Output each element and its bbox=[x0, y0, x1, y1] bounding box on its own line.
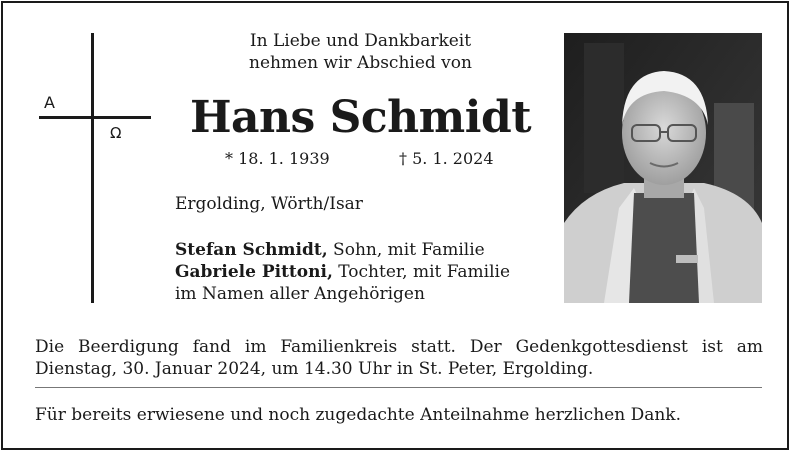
intro-line-1: In Liebe und Dankbarkeit bbox=[249, 31, 472, 51]
residence-place: Ergolding, Wörth/Isar bbox=[175, 194, 363, 214]
omega-symbol: Ω bbox=[110, 124, 122, 142]
birth-date: * 18. 1. 1939 bbox=[225, 149, 330, 168]
cross-horizontal-bar bbox=[39, 116, 151, 119]
relatives-line: im Namen aller Angehörigen bbox=[175, 284, 425, 304]
mourner-relation: Sohn, mit Familie bbox=[327, 240, 485, 260]
divider-line bbox=[35, 387, 762, 388]
mourner-name: Stefan Schmidt, bbox=[175, 240, 328, 260]
mourner-relation: Tochter, mit Familie bbox=[332, 262, 511, 282]
mourner-name: Gabriele Pittoni, bbox=[175, 262, 333, 282]
cross-vertical-bar bbox=[91, 33, 94, 303]
deceased-name: Hans Schmidt bbox=[189, 92, 532, 143]
alpha-symbol: A bbox=[44, 93, 55, 112]
obituary-notice bbox=[1, 1, 789, 450]
intro-text bbox=[193, 30, 528, 74]
funeral-notice: Die Beerdigung fand im Familienkreis statt. Der Gedenkgottesdienst ist am Dienstag, 30. Januar 2024, um 14.30 Uhr in St. Peter, Ergolding. bbox=[35, 337, 763, 379]
mourners-list bbox=[175, 239, 510, 305]
portrait-photo bbox=[564, 33, 762, 303]
thanks-text: Für bereits erwiesene und noch zugedachte Anteilnahme herzlichen Dank. bbox=[35, 405, 681, 425]
mourner-line bbox=[175, 261, 510, 283]
mourner-line bbox=[175, 239, 510, 261]
death-date: † 5. 1. 2024 bbox=[399, 149, 494, 168]
intro-line-2: nehmen wir Abschied von bbox=[249, 53, 472, 73]
